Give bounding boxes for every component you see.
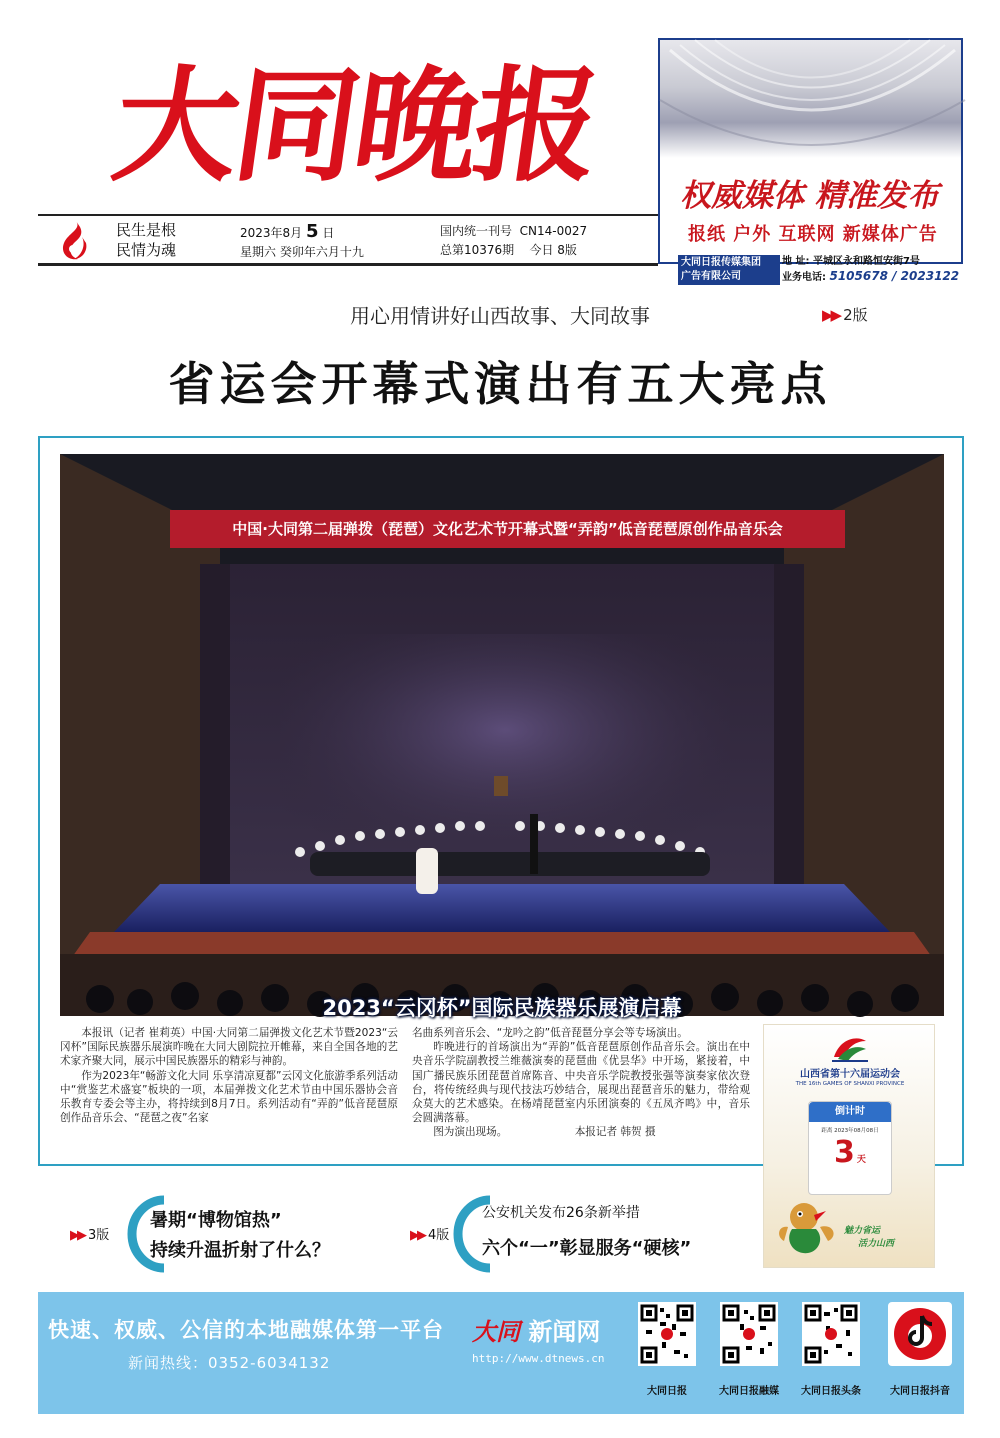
publication-info — [440, 222, 587, 260]
games-poster[interactable] — [763, 1024, 935, 1268]
kicker-page-ref[interactable] — [822, 304, 868, 325]
teaser-ref-label: 4版 — [428, 1228, 450, 1243]
date-block — [240, 222, 364, 262]
flame-logo-icon — [56, 219, 88, 263]
teaser-page-ref — [410, 1224, 449, 1243]
poster-title: 山西省第十六届运动会 — [800, 1069, 900, 1080]
article-paragraph: 昨晚进行的首场演出为“弄韵”低音琵琶原创作品音乐会。演出在中央音乐学院副教授兰维薇演奏的琵琶曲《优昙华》中开场，紧接着，中国广播民族乐团琵琶首席陈音、中央音乐学院教授张强等演奏家依次登台，将传统经典与现代技法巧妙结合，展现出琵琶音乐的魅力，带给观众莫大的艺术感染。在杨靖琵琶室内乐团演奏的《五凤齐鸣》中，音乐会圆满落幕。 — [412, 1041, 750, 1125]
teaser-line1: 暑期“博物馆热” — [150, 1210, 282, 1231]
article-paragraph: 作为2023年“畅游文化大同 乐享清凉夏都”云冈文化旅游季系列活动中“赏鉴艺术盛宴”板块的一项，本届弹拨文化艺术节由中国乐器协会音乐教育专委会等主办，将持续到8月7日。系列活动有“弄韵”低音琵琶原创作品音乐会、“琵琶之夜”名家 — [60, 1069, 398, 1125]
poster-tagline-2: 活力山西 — [858, 1239, 895, 1249]
date-prefix: 2023年8月 — [240, 226, 303, 240]
lead-headline: 省运会开幕式演出有五大亮点 — [168, 357, 832, 411]
weekday-lunar: 星期六 癸卯年六月十九 — [240, 245, 364, 259]
qr-code-icon[interactable] — [802, 1302, 860, 1366]
ad-address-label: 地 址: — [782, 256, 810, 267]
teaser-line2: 持续升温折射了什么？ — [150, 1240, 330, 1261]
qr-code-icon[interactable] — [638, 1302, 696, 1366]
concert-photo — [60, 454, 944, 1020]
news-site-logo[interactable] — [472, 1312, 600, 1347]
date-day: 5 — [306, 221, 319, 242]
teaser-line2: 六个“一”彰显服务“硬核” — [482, 1238, 692, 1259]
footer-hotline: 新闻热线：0352-6034132 — [128, 1354, 331, 1372]
issn-value: CN14-0027 — [519, 224, 588, 238]
photo-credit: 图为演出现场。 — [433, 1126, 508, 1139]
teaser-police[interactable] — [410, 1198, 740, 1270]
motto-line2: 民情为魂 — [116, 241, 177, 259]
photo-credit-line — [412, 1125, 750, 1139]
poster-subtitle: THE 16th GAMES OF SHANXI PROVINCE — [795, 1081, 905, 1087]
countdown-unit: 天 — [856, 1155, 866, 1165]
ad-company-line1: 大同日报传媒集团 — [681, 257, 761, 268]
double-arrow-icon: ▶▶ — [410, 1228, 424, 1243]
qr-code-icon[interactable] — [720, 1302, 778, 1366]
ad-banner[interactable] — [658, 38, 963, 283]
douyin-logo-icon[interactable] — [888, 1302, 952, 1366]
ad-company — [678, 255, 780, 285]
teaser-ref-label: 3版 — [88, 1228, 110, 1243]
mascot-icon — [774, 1197, 844, 1261]
photo-caption: 2023“云冈杯”国际民族器乐展演启幕 — [322, 996, 682, 1020]
motto — [116, 220, 176, 260]
article-paragraph: 本报讯（记者 崔莉英）中国·大同第二届弹拨文化艺术节暨2023“云冈杯”国际民族器乐展演昨晚在大同大剧院拉开帷幕，来自全国各地的艺术家齐聚大同，展示中国民族器乐的精彩与神韵。 — [60, 1027, 398, 1068]
issn-label: 国内统一刊号 — [440, 224, 513, 238]
article-paragraph: 名曲系列音乐会、“龙吟之韵”低音琵琶分享会等专场演出。 — [412, 1027, 688, 1039]
photo-banner: 中国·大同第二届弹拨（琵琶）文化艺术节开幕式暨“弄韵”低音琵琶原创作品音乐会 — [170, 510, 845, 548]
ad-company-line2: 广告有限公司 — [681, 271, 741, 282]
site-logo-name: 新闻网 — [528, 1318, 601, 1346]
site-logo-red: 大同 — [472, 1317, 520, 1346]
ad-address-block — [782, 255, 959, 285]
ad-slogan: 权威媒体 精准发布 — [680, 178, 939, 214]
qr-label: 大同日报 — [647, 1386, 687, 1397]
teaser-line1: 公安机关发布26条新举措 — [482, 1205, 640, 1221]
ad-address: 平城区永和路恒安街7号 — [812, 256, 920, 267]
poster-tagline-1: 魅力省运 — [844, 1226, 881, 1236]
motto-line1: 民生是根 — [116, 221, 177, 239]
ad-contact — [660, 253, 961, 287]
kicker-ref-label: 2版 — [843, 306, 868, 324]
qr-label: 大同日报抖音 — [890, 1386, 950, 1397]
article-column-2 — [412, 1026, 750, 1140]
countdown-card — [808, 1101, 892, 1195]
games-emblem-icon — [830, 1033, 870, 1063]
date-suffix: 日 — [322, 226, 335, 240]
footer-banner — [38, 1292, 964, 1414]
qr-label: 大同日报融媒 — [719, 1386, 779, 1397]
qr-label: 大同日报头条 — [801, 1386, 861, 1397]
newspaper-pages-graphic — [660, 40, 961, 158]
site-url[interactable]: http://www.dtnews.cn — [472, 1352, 605, 1365]
ad-types: 报纸 户外 互联网 新媒体广告 — [688, 224, 938, 245]
article-column-1 — [60, 1026, 398, 1125]
countdown-date: 距离 2023年08月08日 — [821, 1128, 879, 1134]
teaser-museum[interactable] — [70, 1198, 400, 1270]
photo-byline: 本报记者 韩贺 摄 — [574, 1126, 656, 1139]
countdown-label: 倒计时 — [809, 1102, 891, 1122]
ad-phone: 5105678 / 2023122 — [829, 269, 960, 283]
dateline-bar — [38, 214, 658, 266]
double-arrow-icon: ▶▶ — [70, 1228, 84, 1243]
double-arrow-icon: ▶▶ — [822, 306, 840, 324]
poster-tagline — [844, 1225, 894, 1251]
issue-total: 总第10376期 — [440, 243, 515, 257]
countdown-days: 3 — [834, 1135, 855, 1170]
lead-kicker: 用心用情讲好山西故事、大同故事 — [350, 304, 650, 328]
masthead-logo: 大同晚报 — [104, 54, 606, 199]
teaser-page-ref — [70, 1224, 109, 1243]
pages-today: 今日 8版 — [529, 243, 577, 257]
footer-slogan: 快速、权威、公信的本地融媒体第一平台 — [48, 1318, 444, 1342]
ad-phone-label: 业务电话: — [782, 272, 826, 283]
